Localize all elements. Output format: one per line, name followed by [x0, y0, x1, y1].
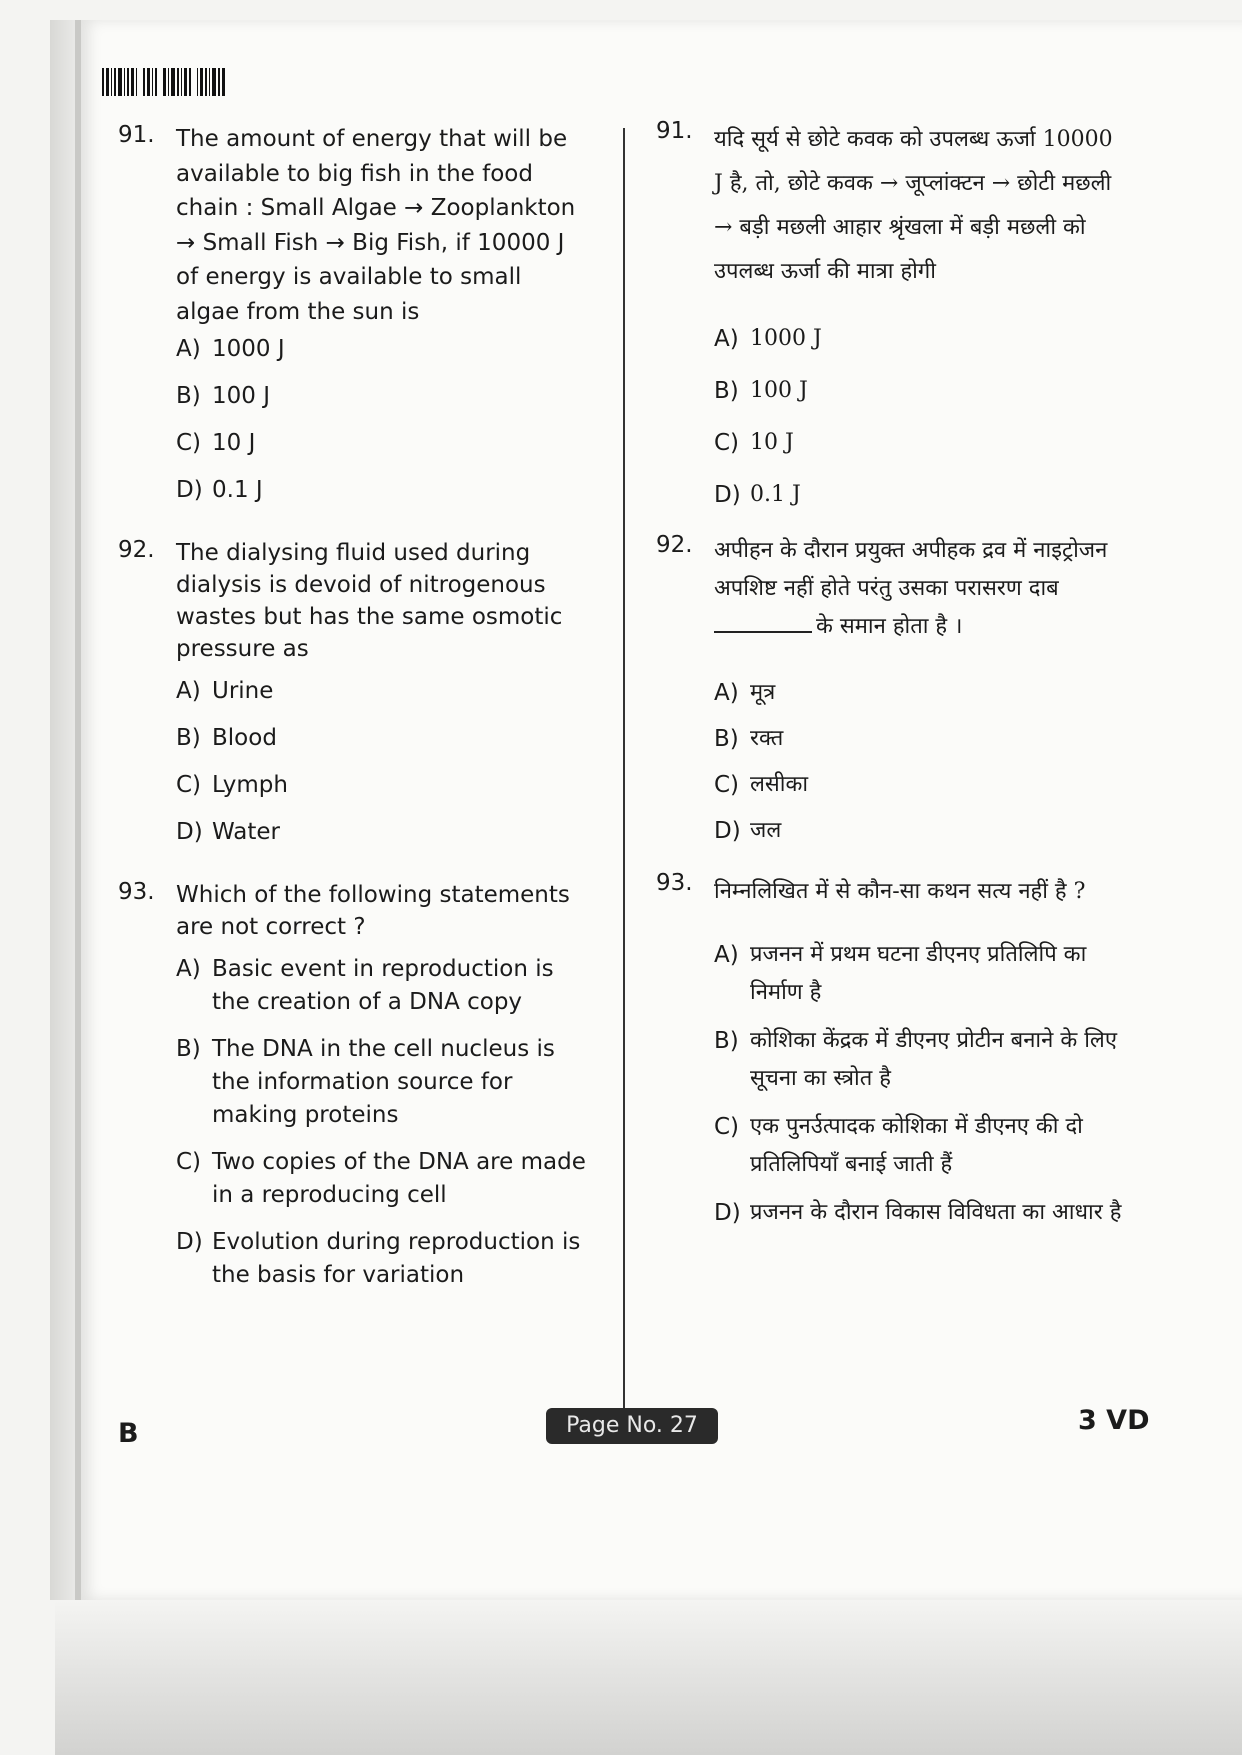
question-92-hi: [656, 532, 1126, 850]
page-number-badge: Page No. 27: [546, 1408, 718, 1444]
question-text: The amount of energy that will be available to big fish in the food chain : Small Algae → Zooplankton → Small Fish → Big Fish, if 10000 J of energy is available to small algae from the sun is: [176, 126, 576, 325]
question-number: 92.: [656, 532, 693, 558]
option-d[interactable]: D) Water: [176, 819, 280, 845]
series-code: B: [118, 1418, 139, 1449]
option-c[interactable]: C) Two copies of the DNA are made in a reproducing cell: [176, 1149, 586, 1208]
option-a[interactable]: A) Urine: [176, 678, 274, 704]
option-c[interactable]: C) 10 J: [714, 430, 794, 456]
question-number: 93.: [118, 879, 155, 905]
option-b[interactable]: B) The DNA in the cell nucleus is the information source for making proteins: [176, 1036, 555, 1128]
question-92-en: [118, 537, 588, 849]
option-d[interactable]: D) जल: [714, 818, 782, 844]
option-c[interactable]: C) एक पुनर्उत्पादक कोशिका में डीएनए की दो प्रतिलिपियाँ बनाई जाती हैं: [714, 1114, 1083, 1177]
hindi-column: [656, 118, 1126, 1242]
option-d[interactable]: D) प्रजनन के दौरान विकास विविधता का आधार है: [714, 1200, 1122, 1226]
question-number: 92.: [118, 537, 155, 563]
question-93-en: [118, 879, 588, 1292]
question-text-before: अपीहन के दौरान प्रयुक्त अपीहक द्रव में नाइट्रोजन अपशिष्ट नहीं होते परंतु उसका परासरण दाब: [714, 538, 1108, 601]
column-divider: [623, 128, 625, 1418]
option-d[interactable]: D) 0.1 J: [714, 482, 801, 508]
question-93-hi: [656, 870, 1126, 1232]
question-text: [714, 532, 1126, 646]
question-91-hi: [656, 118, 1126, 514]
question-text: Which of the following statements are not correct ?: [176, 882, 570, 940]
scan-shadow: [55, 1600, 1242, 1755]
option-b[interactable]: B) 100 J: [714, 378, 808, 404]
option-d[interactable]: D) Evolution during reproduction is the basis for variation: [176, 1229, 581, 1288]
option-a[interactable]: A) मूत्र: [714, 680, 776, 706]
english-column: [118, 122, 588, 1306]
question-text-after: के समान होता है ।: [816, 614, 963, 639]
option-d[interactable]: D) 0.1 J: [176, 477, 263, 503]
option-c[interactable]: C) 10 J: [176, 430, 256, 456]
option-b[interactable]: B) कोशिका केंद्रक में डीएनए प्रोटीन बनाने के लिए सूचना का स्त्रोत है: [714, 1028, 1118, 1091]
option-c[interactable]: C) Lymph: [176, 772, 288, 798]
option-a[interactable]: A) 1000 J: [176, 336, 285, 362]
option-a[interactable]: A) Basic event in reproduction is the creation of a DNA copy: [176, 956, 554, 1015]
option-c[interactable]: C) लसीका: [714, 772, 809, 798]
question-number: 93.: [656, 870, 693, 896]
option-b[interactable]: B) 100 J: [176, 383, 270, 409]
fill-blank: [714, 609, 812, 633]
question-91-en: [118, 122, 588, 507]
option-b[interactable]: B) रक्त: [714, 726, 784, 752]
option-a[interactable]: A) प्रजनन में प्रथम घटना डीएनए प्रतिलिपि का निर्माण है: [714, 942, 1087, 1005]
barcode: [102, 68, 227, 96]
question-number: 91.: [118, 122, 155, 148]
question-text: The dialysing fluid used during dialysis is devoid of nitrogenous wastes but has the same osmotic pressure as: [176, 540, 563, 662]
option-b[interactable]: B) Blood: [176, 725, 277, 751]
paper-code: 3 VD: [1078, 1405, 1150, 1436]
question-text: यदि सूर्य से छोटे कवक को उपलब्ध ऊर्जा 10000 J है, तो, छोटे कवक → जूप्लांक्टन → छोटी मछली → बड़ी मछली आहार श्रृंखला में बड़ी मछली को उपलब्ध ऊर्जा की मात्रा होगी: [714, 127, 1113, 284]
question-number: 91.: [656, 118, 693, 144]
option-a[interactable]: A) 1000 J: [714, 326, 822, 352]
question-text: निम्नलिखित में से कौन-सा कथन सत्य नहीं है ?: [714, 879, 1086, 904]
